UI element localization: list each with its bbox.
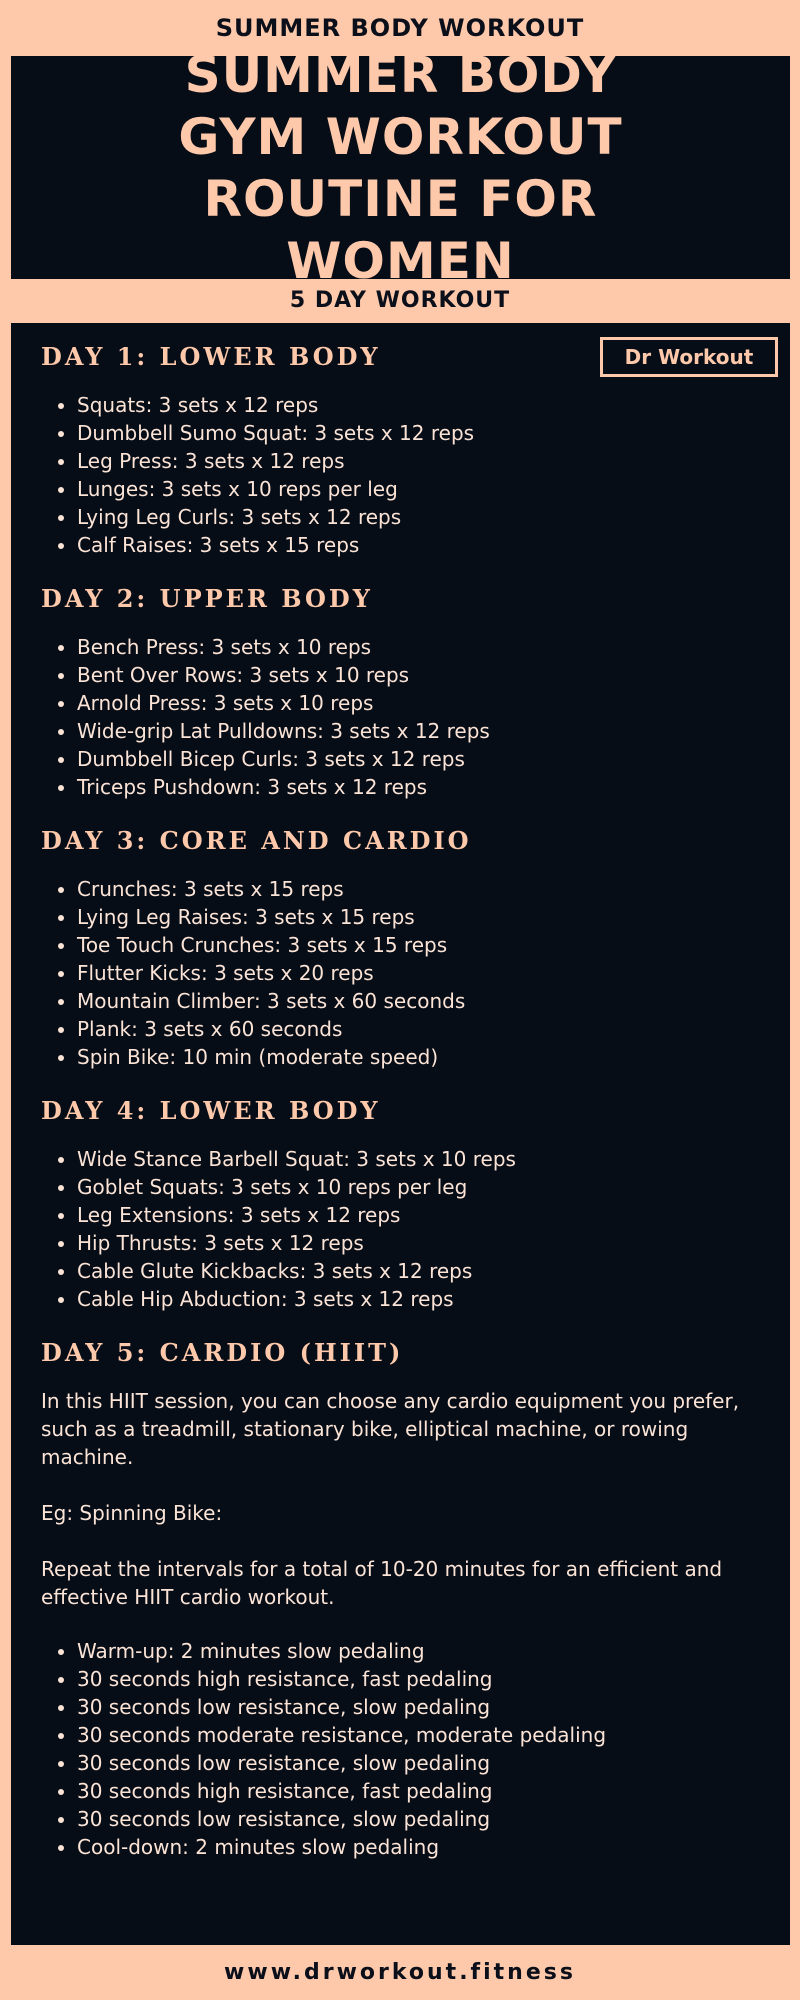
sub-banner: 5 DAY WORKOUT <box>289 288 511 313</box>
list-item: • Wide Stance Barbell Squat: 3 sets x 10 reps <box>77 1145 761 1173</box>
list-item: • Plank: 3 sets x 60 seconds <box>77 1015 761 1043</box>
list-item: • Warm-up: 2 minutes slow pedaling <box>77 1637 761 1665</box>
day-5-list <box>41 1637 761 1861</box>
day-4-heading: DAY 4: LOWER BODY <box>41 1096 381 1125</box>
list-item: • Cool-down: 2 minutes slow pedaling <box>77 1833 761 1861</box>
day-3-list <box>41 875 761 1071</box>
list-item: • Leg Extensions: 3 sets x 12 reps <box>77 1201 761 1229</box>
brand-badge: Dr Workout <box>600 337 778 377</box>
hero-section <box>11 45 790 290</box>
list-item: • 30 seconds high resistance, fast pedaling <box>77 1665 761 1693</box>
list-item: • Cable Hip Abduction: 3 sets x 12 reps <box>77 1285 761 1313</box>
day-1-list <box>41 391 761 559</box>
workout-panel <box>11 323 790 1945</box>
list-item: • Dumbbell Sumo Squat: 3 sets x 12 reps <box>77 419 761 447</box>
list-item: • Triceps Pushdown: 3 sets x 12 reps <box>77 773 761 801</box>
day-5-heading: DAY 5: CARDIO (HIIT) <box>41 1338 404 1367</box>
day-2-heading: DAY 2: UPPER BODY <box>41 584 373 613</box>
footer-url[interactable]: www.drworkout.fitness <box>224 1960 576 1985</box>
list-item: • 30 seconds low resistance, slow pedaling <box>77 1749 761 1777</box>
list-item: • Cable Glute Kickbacks: 3 sets x 12 reps <box>77 1257 761 1285</box>
workout-content <box>41 337 761 1881</box>
day-5-example: Eg: Spinning Bike: <box>41 1501 223 1525</box>
list-item: • Wide-grip Lat Pulldowns: 3 sets x 12 reps <box>77 717 761 745</box>
list-item: • Toe Touch Crunches: 3 sets x 15 reps <box>77 931 761 959</box>
list-item: • Flutter Kicks: 3 sets x 20 reps <box>77 959 761 987</box>
list-item: • Calf Raises: 3 sets x 15 reps <box>77 531 761 559</box>
list-item: • Bench Press: 3 sets x 10 reps <box>77 633 761 661</box>
list-item: • Lunges: 3 sets x 10 reps per leg <box>77 475 761 503</box>
list-item: • 30 seconds low resistance, slow pedaling <box>77 1805 761 1833</box>
list-item: • Arnold Press: 3 sets x 10 reps <box>77 689 761 717</box>
list-item: • Mountain Climber: 3 sets x 60 seconds <box>77 987 761 1015</box>
list-item: • Squats: 3 sets x 12 reps <box>77 391 761 419</box>
page-title: SUMMER BODY GYM WORKOUT ROUTINE FOR WOMEN <box>178 45 623 290</box>
list-item: • 30 seconds low resistance, slow pedaling <box>77 1693 761 1721</box>
list-item: • Crunches: 3 sets x 15 reps <box>77 875 761 903</box>
day-4-list <box>41 1145 761 1313</box>
day-5-intro: In this HIIT session, you can choose any cardio equipment you prefer, such as a treadmill, stationary bike, elliptical machine, or rowing machine. <box>41 1389 740 1469</box>
list-item: • Goblet Squats: 3 sets x 10 reps per leg <box>77 1173 761 1201</box>
top-banner: SUMMER BODY WORKOUT <box>215 13 585 42</box>
day-2-list <box>41 633 761 801</box>
list-item: • Spin Bike: 10 min (moderate speed) <box>77 1043 761 1071</box>
list-item: • 30 seconds moderate resistance, moderate pedaling <box>77 1721 761 1749</box>
day-3-heading: DAY 3: CORE AND CARDIO <box>41 826 472 855</box>
list-item: • Dumbbell Bicep Curls: 3 sets x 12 reps <box>77 745 761 773</box>
list-item: • Lying Leg Raises: 3 sets x 15 reps <box>77 903 761 931</box>
day-5-repeat-note: Repeat the intervals for a total of 10-20 minutes for an efficient and effective HIIT cardio workout. <box>41 1557 723 1609</box>
list-item: • Hip Thrusts: 3 sets x 12 reps <box>77 1229 761 1257</box>
list-item: • 30 seconds high resistance, fast pedaling <box>77 1777 761 1805</box>
list-item: • Lying Leg Curls: 3 sets x 12 reps <box>77 503 761 531</box>
list-item: • Bent Over Rows: 3 sets x 10 reps <box>77 661 761 689</box>
day-1-heading: DAY 1: LOWER BODY <box>41 342 381 371</box>
list-item: • Leg Press: 3 sets x 12 reps <box>77 447 761 475</box>
